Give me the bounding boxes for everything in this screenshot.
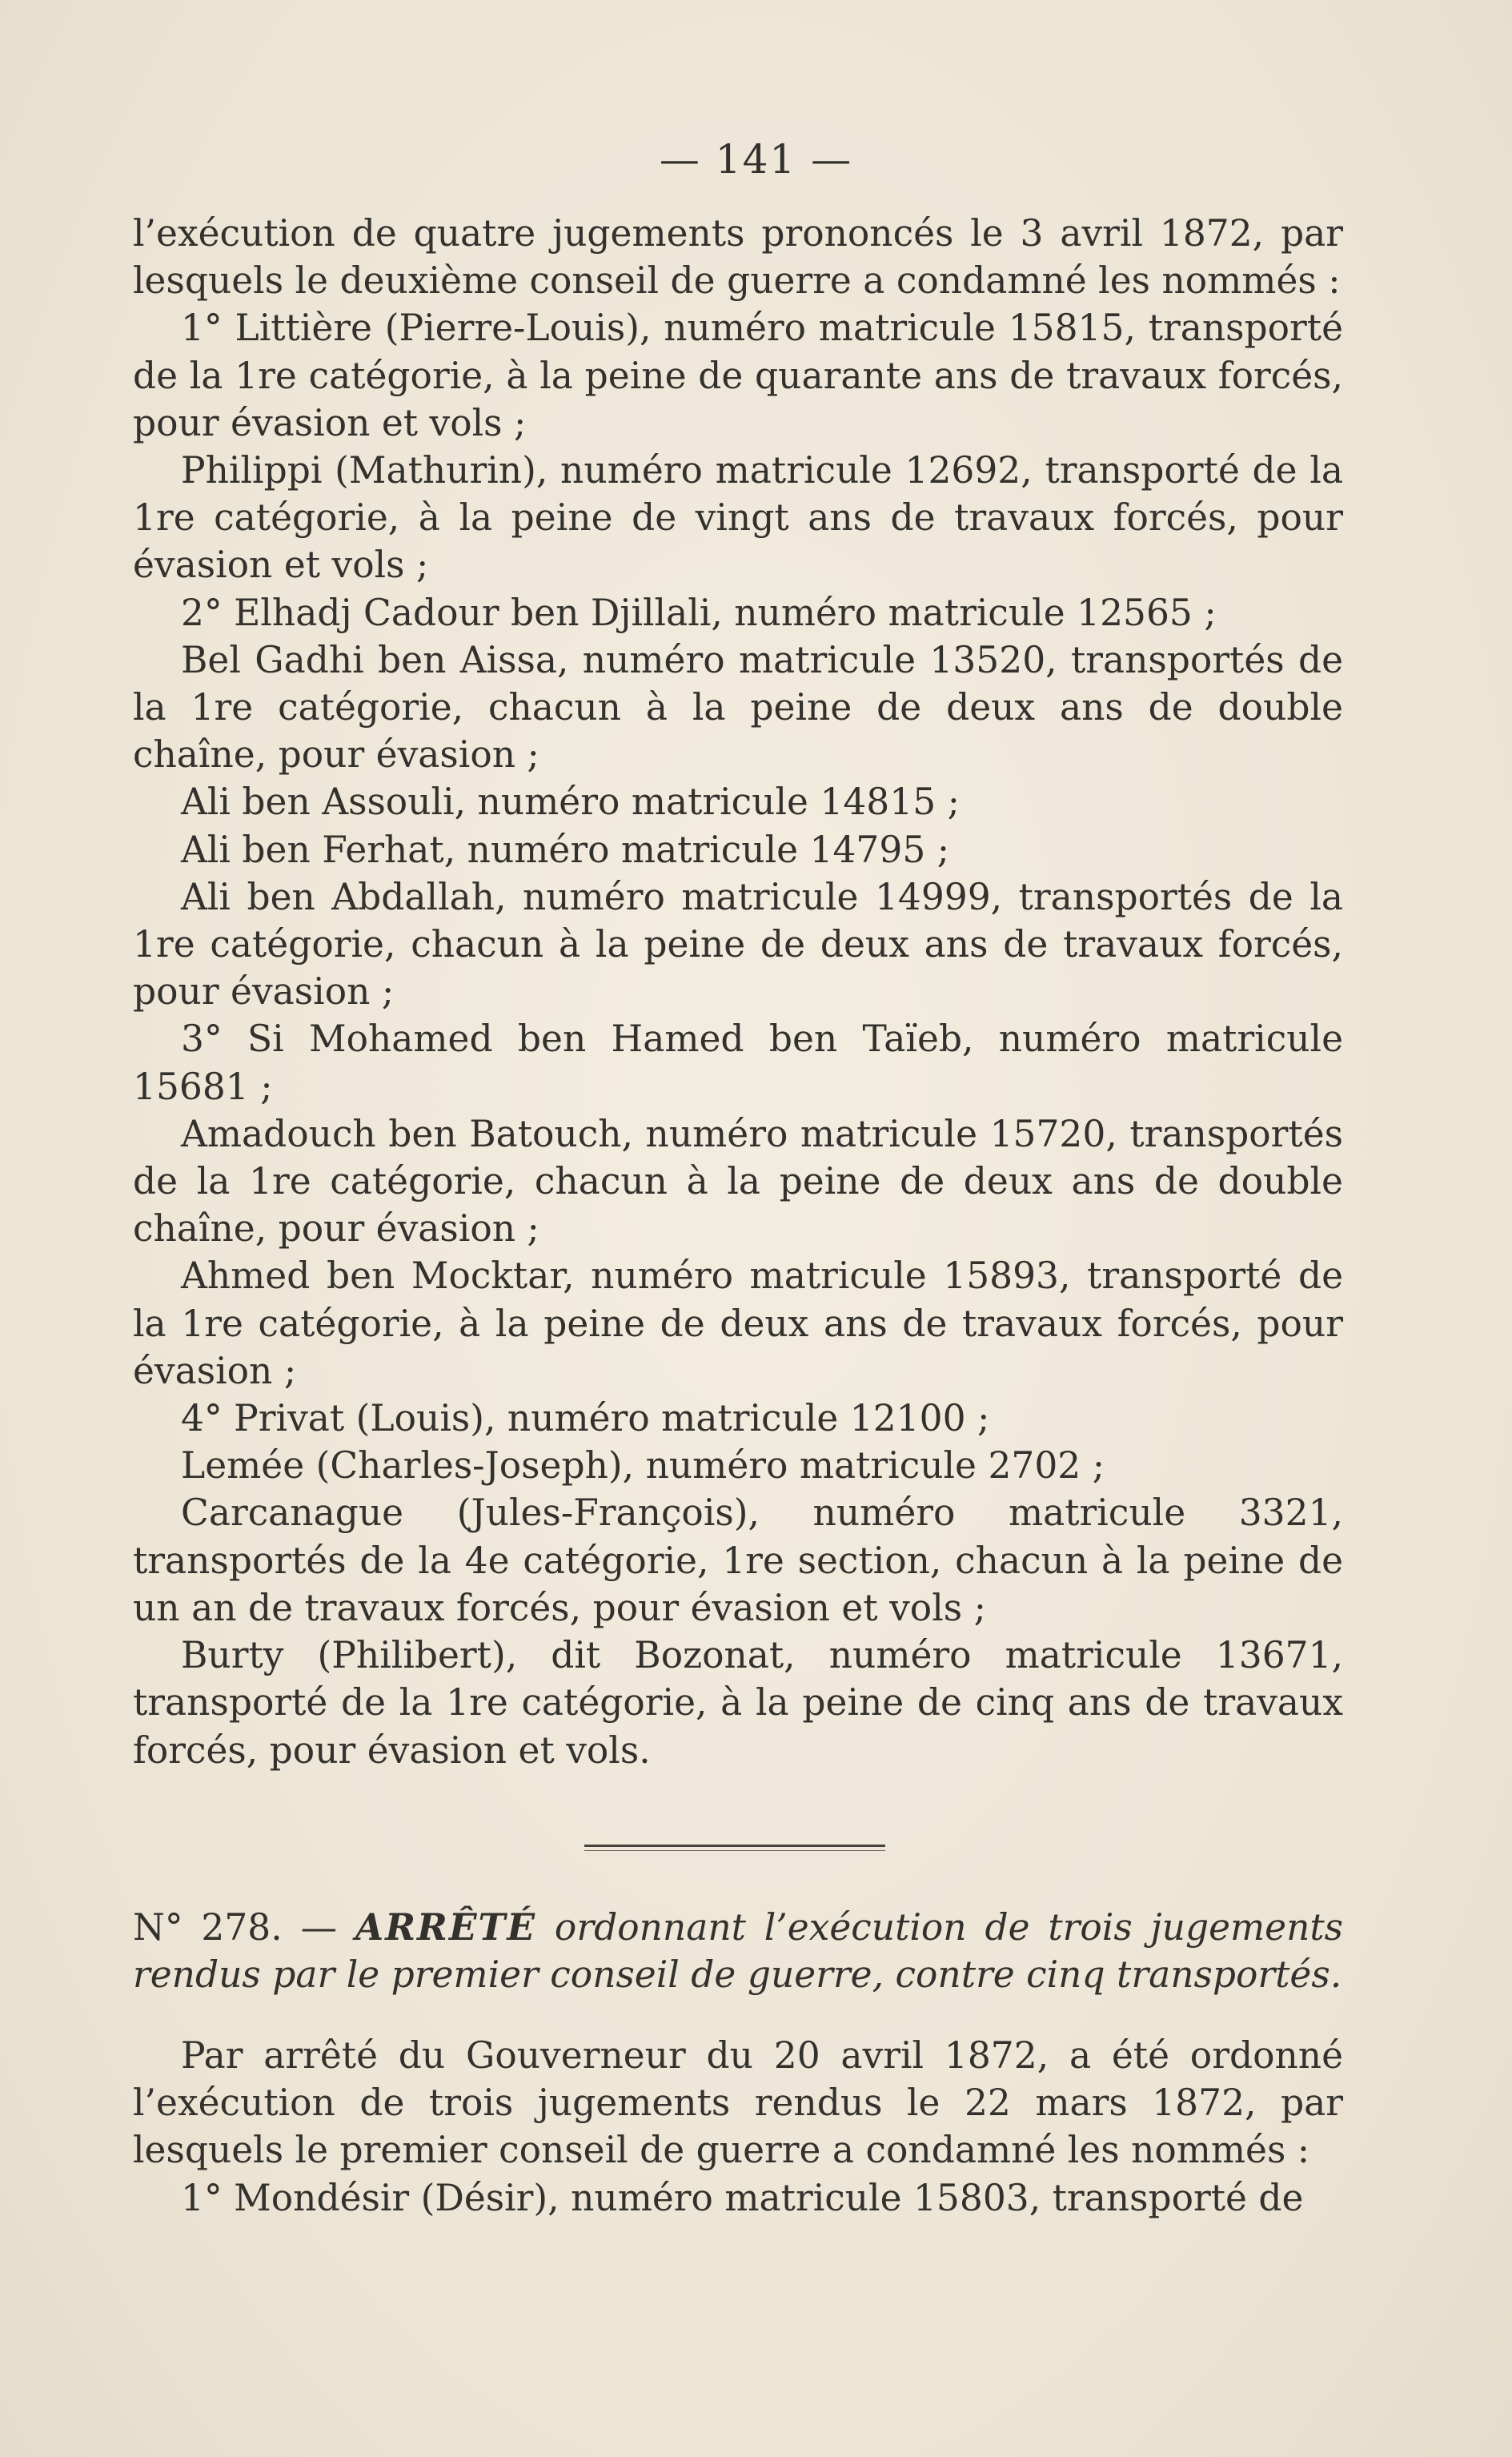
paragraph: Ali ben Assouli, numéro matricule 14815 ; [181,781,960,824]
text-block-bottom [133,2032,1343,2222]
paragraph: Burty (Philibert), dit Bozonat, numéro matricule 13671, transporté de la 1re catégorie, à la peine de cinq ans de travaux forcés, pour évasion et vols. [133,1634,1343,1772]
paragraph: 1° Littière (Pierre-Louis), numéro matricule 15815, transporté de la 1re catégorie, à la peine de quarante ans de travaux forcés, pour évasion et vols ; [133,307,1343,444]
paragraph: 3° Si Mohamed ben Hamed ben Taïeb, numéro matricule 15681 ; [133,1018,1343,1108]
paragraph: 2° Elhadj Cadour ben Djillali, numéro matricule 12565 ; [181,591,1217,634]
paragraph: Ahmed ben Mocktar, numéro matricule 15893, transporté de la 1re catégorie, à la peine de deux ans de travaux forcés, pour évasion ; [133,1255,1343,1392]
paragraph: Amadouch ben Batouch, numéro matricule 15720, transportés de la 1re catégorie, chacun à la peine de deux ans de double chaîne, pour évasion ; [133,1112,1343,1251]
text-block-top [133,210,1343,1774]
paragraph: Lemée (Charles-Joseph), numéro matricule 2702 ; [181,1444,1105,1487]
section-heading [133,1904,1343,1998]
heading-number: N° 278. — [133,1906,355,1949]
paragraph: Carcanague (Jules-François), numéro matricule 3321, transportés de la 4e catégorie, 1re section, chacun à la peine de un an de travaux forcés, pour évasion et vols ; [133,1491,1343,1629]
paragraph: Ali ben Ferhat, numéro matricule 14795 ; [181,828,950,871]
paragraph: Philippi (Mathurin), numéro matricule 12692, transporté de la 1re catégorie, à la peine de vingt ans de travaux forcés, pour évasion et vols ; [133,449,1343,587]
heading-description: ordonnant l’exécution de trois jugements rendus par le premier conseil de guerre, contre cinq transportés. [133,1906,1344,1997]
paragraph: Par arrêté du Gouverneur du 20 avril 1872, a été ordonné l’exécution de trois jugements rendus le 22 mars 1872, par lesquels le premier conseil de guerre a condamné les nommés : [133,2034,1343,2172]
paragraph: 1° Mondésir (Désir), numéro matricule 15803, transporté de [181,2176,1304,2219]
paragraph: Bel Gadhi ben Aissa, numéro matricule 13520, transportés de la 1re catégorie, chacun à la peine de deux ans de double chaîne, pour évasion ; [133,638,1343,777]
section-divider [584,1845,885,1847]
paragraph: l’exécution de quatre jugements prononcés le 3 avril 1872, par lesquels le deuxième conseil de guerre a condamné les nommés : [133,212,1343,303]
page-number: — 141 — [659,136,853,183]
paragraph: Ali ben Abdallah, numéro matricule 14999, transportés de la 1re catégorie, chacun à la peine de deux ans de travaux forcés, pour évasion ; [133,875,1343,1014]
heading-keyword: ARRÊTÉ [355,1905,537,1949]
paragraph: 4° Privat (Louis), numéro matricule 12100 ; [181,1397,990,1440]
